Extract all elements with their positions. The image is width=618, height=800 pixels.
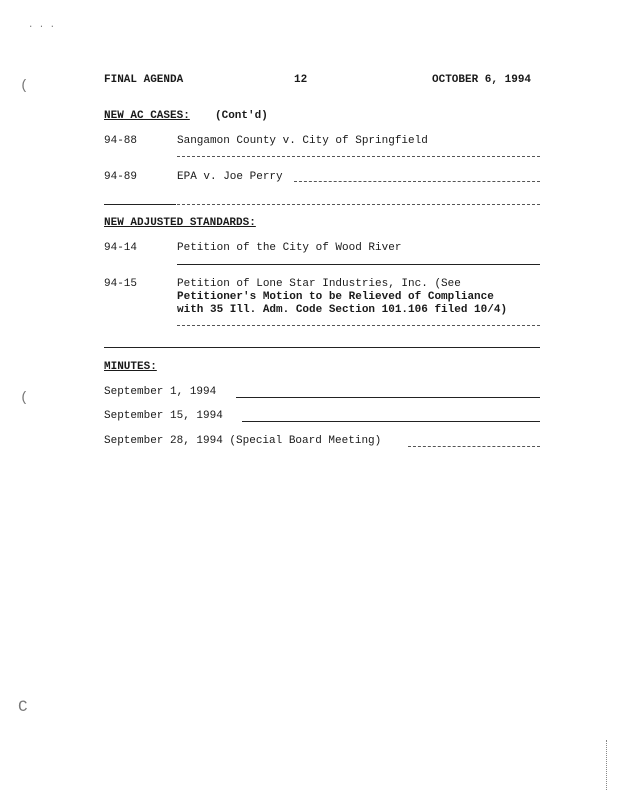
section-rule [104,347,540,348]
case-number: 94-15 [104,278,138,290]
case-number: 94-14 [104,242,138,254]
page-number: 12 [294,74,308,86]
case-title-line-1: Petition of Lone Star Industries, Inc. (See [177,278,461,290]
signature-line [242,421,540,422]
signature-line [177,325,540,326]
ac-cases-heading: NEW AC CASES: [104,110,190,122]
minutes-entry: September 1, 1994 [104,386,217,398]
case-number: 94-88 [104,135,138,147]
case-number: 94-89 [104,171,138,183]
case-title-line-2: Petitioner's Motion to be Relieved of Compliance [177,291,494,303]
signature-line [177,264,540,265]
case-title: Sangamon County v. City of Springfield [177,135,428,147]
hole-punch-mark: ( [20,78,29,94]
minutes-heading: MINUTES: [104,361,157,373]
section-rule [104,204,176,205]
minutes-entry: September 15, 1994 [104,410,223,422]
scan-edge-mark [606,740,607,790]
signature-line [408,446,540,447]
signature-line [294,181,540,182]
agenda-title: FINAL AGENDA [104,74,184,86]
case-title-line-3: with 35 Ill. Adm. Code Section 101.106 filed 10/4) [177,304,508,316]
hole-punch-mark: C [18,698,28,716]
adjusted-standards-heading: NEW ADJUSTED STANDARDS: [104,217,256,229]
signature-line [236,397,540,398]
signature-line [177,156,540,157]
case-title: Petition of the City of Wood River [177,242,402,254]
hole-punch-mark: ( [20,390,29,406]
case-title: EPA v. Joe Perry [177,171,283,183]
signature-line [177,204,540,205]
scan-speck: · · · [28,22,56,32]
minutes-entry: September 28, 1994 (Special Board Meeting) [104,435,382,447]
ac-cases-heading-suffix: (Cont'd) [215,110,268,122]
agenda-date: OCTOBER 6, 1994 [432,74,532,86]
